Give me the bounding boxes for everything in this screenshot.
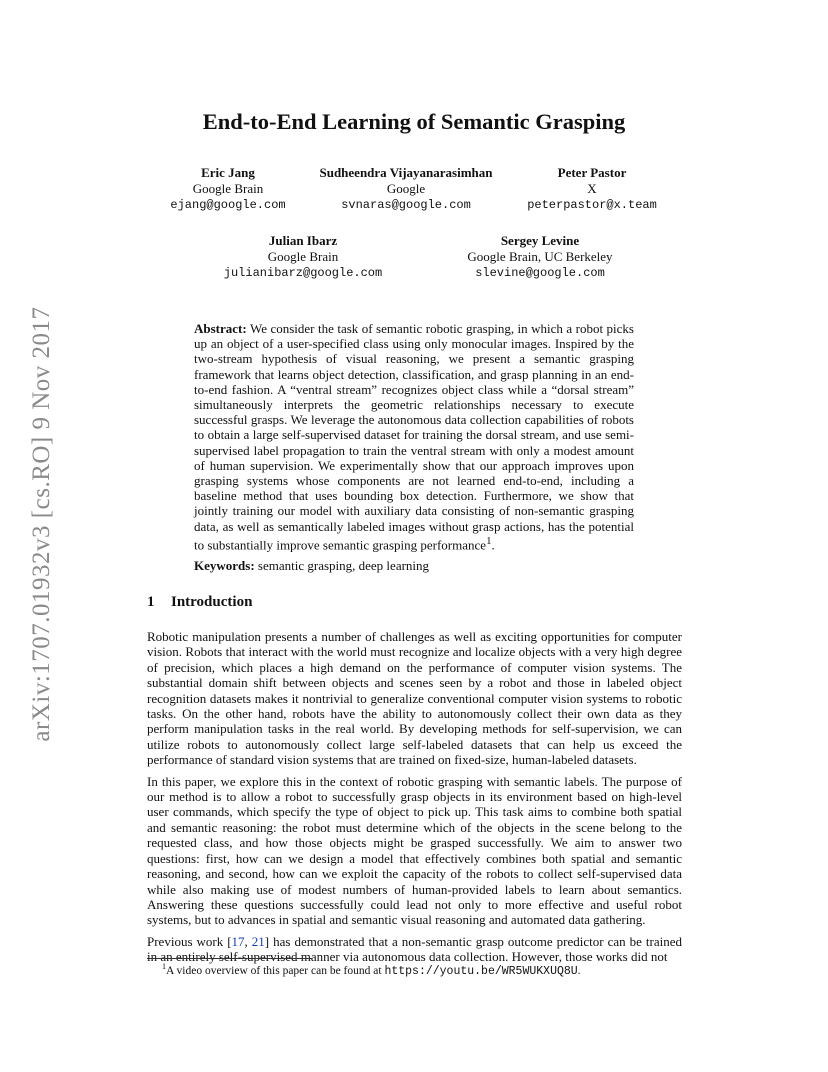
author-email[interactable]: julianibarz@google.com xyxy=(223,266,383,280)
author-block xyxy=(512,165,672,213)
keywords-label: Keywords: xyxy=(194,558,255,573)
body-text xyxy=(147,629,682,971)
abstract: Abstract: We consider the task of semantic robotic grasping, in which a robot picks up an object of a user-specified class using only monocular images. Inspired by the two-stream hypothesis of visual reasoning, we present a semantic grasping framework that learns object detection, classification, and grasp planning in an end-to-end fashion. A “ventral stream” recognizes object class while a “dorsal stream” simultaneously interprets the geometric relationships necessary to execute successful grasps. We leverage the autonomous data collection capabilities of robots to obtain a large self-supervised dataset for training the dorsal stream, and use semi-supervised label propagation to train the ventral stream with only a modest amount of human supervision. We experimentally show that our approach improves upon grasping systems whose components are not learned end-to-end, including a baseline method that uses bounding box detection. Furthermore, we show that jointly training our model with auxiliary data consisting of non-semantic grasping data, as well as semantically labeled images without grasp actions, has the potential to substantially improve semantic grasping performance$^1$. xyxy=(194,321,634,553)
author-name: Sudheendra Vijayanarasimhan xyxy=(319,165,493,180)
author-name: Eric Jang xyxy=(201,165,255,180)
author-block xyxy=(306,165,506,213)
author-affiliation: X xyxy=(587,181,597,196)
keywords-text: semantic grasping, deep learning xyxy=(257,558,430,573)
author-affiliation: Google Brain xyxy=(267,249,339,264)
author-affiliation: Google xyxy=(386,181,426,196)
author-name: Peter Pastor xyxy=(557,165,627,180)
arxiv-stamp-text: arXiv:1707.01932v3 [cs.RO] 9 Nov 2017 xyxy=(28,306,55,742)
author-email[interactable]: slevine@google.com xyxy=(475,266,605,280)
video-link[interactable]: https://youtu.be/WR5WUKXUQ8U xyxy=(384,964,578,978)
author-affiliation: Google Brain, UC Berkeley xyxy=(467,249,613,264)
citation-link[interactable]: 21 xyxy=(251,933,265,949)
author-email[interactable]: ejang@google.com xyxy=(170,198,286,212)
author-email[interactable]: peterpastor@x.team xyxy=(527,198,657,212)
keywords xyxy=(194,558,634,574)
section-number: 1 xyxy=(147,594,155,610)
author-block xyxy=(208,233,398,281)
author-name: Sergey Levine xyxy=(500,233,580,248)
author-block xyxy=(450,233,630,281)
paragraph: Robotic manipulation presents a number of challenges as well as exciting opportunities for computer vision. Robots that interact with the world must recognize and localize objects with a very high degree of precision, which places a high demand on the performance of computer vision systems. The substantial domain shift between objects and scenes seen by a robot and those in labeled object recognition datasets makes it nontrivial to generalize conventional computer vision systems to robotic tasks. On the other hand, robots have the ability to autonomously collect their own data as they perform manipulation tasks in the real world. By developing methods for self-supervision, we can utilize robots to autonomously collect large self-labeled datasets that can help us exceed the performance of standard vision systems that are trained on fixed-size, human-labeled datasets. xyxy=(147,629,682,768)
abstract-label: Abstract: xyxy=(194,321,247,336)
section-title: Introduction xyxy=(171,594,253,610)
author-block xyxy=(158,165,298,213)
paragraph: Previous work [17, 21] has demonstrated that a non-semantic grasp outcome predictor can be trained in an entirely self-supervised manner via autonomous data collection. However, those works did not xyxy=(147,933,682,965)
footnote-text: A video overview of this paper can be found at xyxy=(166,964,385,977)
paragraph: In this paper, we explore this in the context of robotic grasping with semantic labels. The purpose of our method is to allow a robot to successfully grasp objects in its environment based on high-level user commands, which specify the type of object to pick up. This task aims to combine both spatial and semantic reasoning: the robot must determine which of the objects in the scene belong to the requested class, and how those objects might be grasped successfully. We aim to answer two questions: first, how can we design a model that effectively combines both spatial and semantic reasoning, and second, how can we exploit the capacity of the robots to collect self-supervised data while also making use of modest numbers of human-provided labels to learn about semantics. Answering these questions successfully could lead not only to more effective and useful robot systems, but to advances in spatial and semantic visual reasoning and automated data gathering. xyxy=(147,773,682,928)
section-heading xyxy=(147,594,252,611)
abstract-text: We consider the task of semantic robotic grasping, in which a robot picks up an object of a user-specified class using only monocular images. Inspired by the two-stream hypothesis of visual reasoning, we present a semantic grasping framework that learns object detection, classification, and grasp planning in an end-to-end fashion. A “ventral stream” recognizes object class while a “dorsal stream” simultaneously interprets the geometric relationships necessary to execute successful grasps. We leverage the autonomous data collection capabilities of robots to obtain a large self-supervised dataset for training the dorsal stream, and use semi-supervised label propagation to train the ventral stream with only a modest amount of human supervision. We experimentally show that our approach improves upon grasping systems whose components are not learned end-to-end, including a baseline method that uses bounding box detection. Furthermore, we show that jointly training our model with auxiliary data consisting of non-semantic grasping data, as well as semantically labeled images without grasp actions, has the potential to substantially improve semantic grasping performance xyxy=(194,321,634,553)
footnote-divider xyxy=(147,958,312,959)
author-email[interactable]: svnaras@google.com xyxy=(341,198,471,212)
author-affiliation: Google Brain xyxy=(192,181,264,196)
arxiv-stamp xyxy=(22,284,62,764)
footnote: $^1$A video overview of this paper can be found at https://youtu.be/WR5WUKXUQ8U. xyxy=(162,962,581,978)
footnote-number: 1 xyxy=(162,962,166,971)
author-name: Julian Ibarz xyxy=(268,233,338,248)
footnote-mark[interactable]: 1 xyxy=(486,534,492,547)
paper-title: End-to-End Learning of Semantic Grasping xyxy=(202,109,626,134)
citation-link[interactable]: 17 xyxy=(231,933,245,949)
